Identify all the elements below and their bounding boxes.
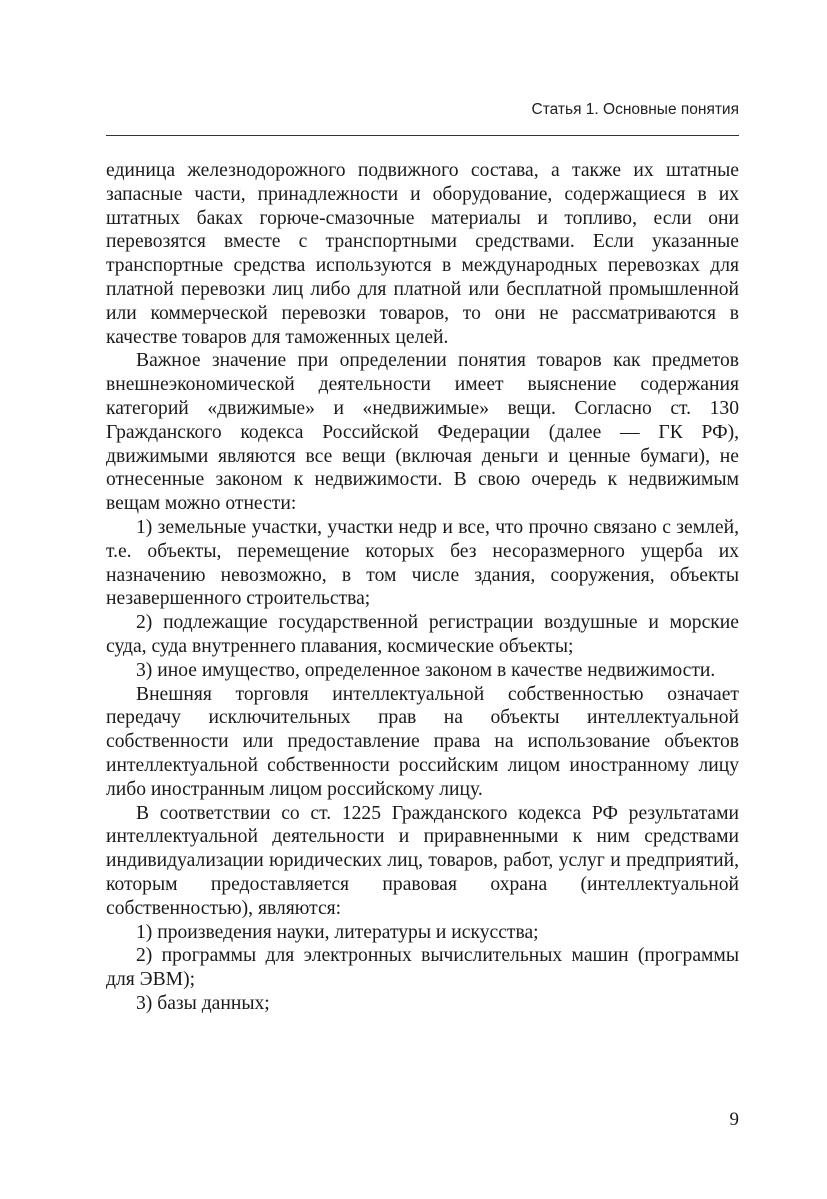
running-header-title: Статья 1. Основные понятия [531,101,739,118]
header-divider [106,135,739,136]
list-item-immovable-1: 1) земельные участки, участки недр и все, что прочно связано с землей, т.е. объекты, перемещение которых без несоразмерного ущерба их назначению невозможно, в том числе здания, сооружения, объекты незавершенного строительства; [106,516,739,610]
list-item-ip-1: 1) произведения науки, литературы и искусства; [136,921,539,943]
page-number: 9 [729,1109,739,1130]
paragraph-continuation: единица железнодорожного подвижного состава, а также их штатные запасные части, принадлежности и оборудование, содержащиеся в их штатных баках горюче-смазочные материалы и топливо, если они перевозятся вместе с транспортными средствами. Если указанные транспортные средства используются в международных перевозках для платной перевозки лиц либо для платной или бесплатной промышленной или коммерческой перевозки товаров, то они не рассматриваются в качестве товаров для таможенных целей. [106,160,739,348]
list-item-ip-2: 2) программы для электронных вычислительных машин (программы для ЭВМ); [106,945,739,991]
paragraph-movable-immovable: Важное значение при определении понятия товаров как предметов внешнеэкономической деятельности имеет выяснение содержания категорий «движимые» и «недвижимые» вещи. Согласно ст. 130 Гражданского кодекса Российской Федерации (далее — ГК РФ), движимыми являются все вещи (включая деньги и ценные бумаги), не отнесенные законом к недвижимости. В свою очередь к недвижимым вещам можно отнести: [106,350,739,515]
list-item-immovable-2: 2) подлежащие государственной регистрации воздушные и морские суда, суда внутреннего плавания, космические объекты; [106,612,739,657]
list-item-ip-3: 3) базы данных; [136,992,270,1014]
body-text [106,159,739,1016]
paragraph-ip-trade: Внешняя торговля интеллектуальной собственностью означает передачу исключительных прав на объекты интеллектуальной собственности или предоставление права на использование объектов интеллектуальной собственности российским лицом иностранному лицу либо иностранным лицом российскому лицу. [106,683,739,800]
list-item-immovable-3: 3) иное имущество, определенное законом в качестве недвижимости. [136,659,716,681]
paragraph-article-1225: В соответствии со ст. 1225 Гражданского кодекса РФ результатами интеллектуальной деятельности и приравненными к ним средствами индивидуализации юридических лиц, товаров, работ, услуг и предприятий, которым предоставляется правовая охрана (интеллектуальной собственностью), являются: [106,802,739,919]
